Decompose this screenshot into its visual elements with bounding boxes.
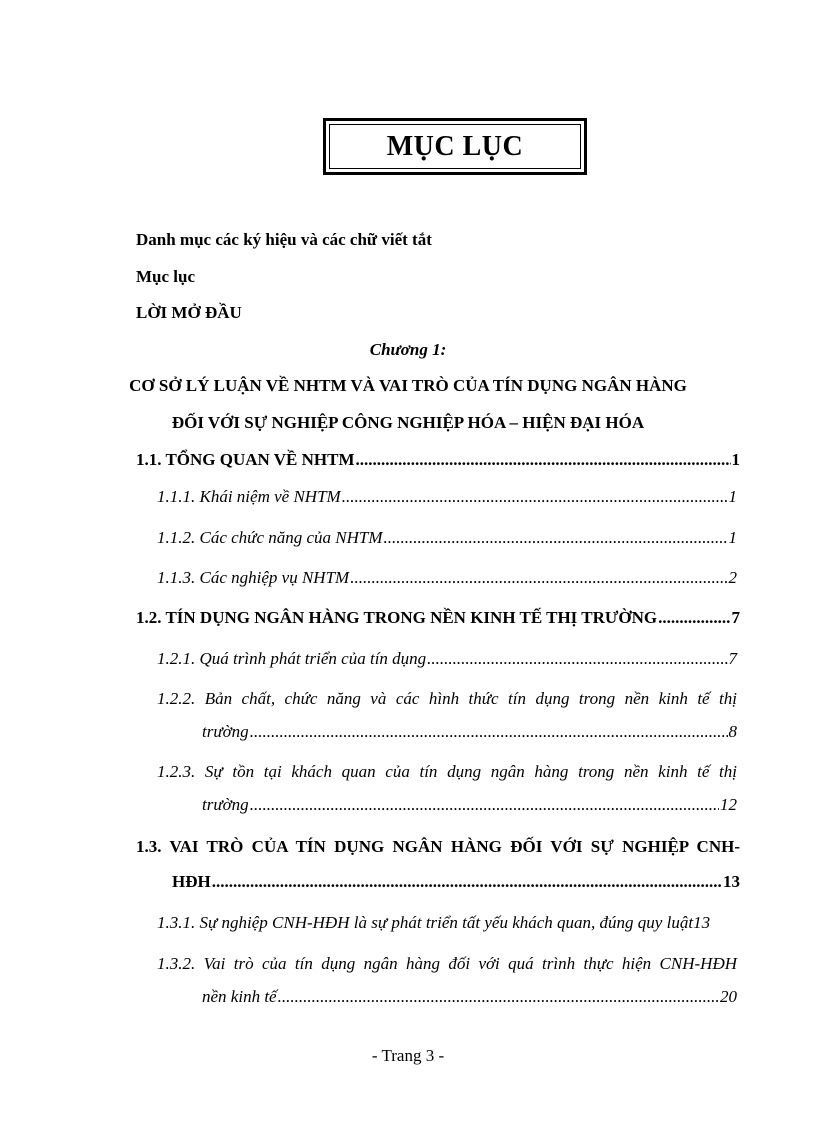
page-number: 8 — [728, 722, 737, 741]
toc-entry-1-1-1[interactable]: 1.1.1. Khái niệm về NHTM ..... 1 — [157, 486, 737, 508]
toc-entry-1-2-3-line1[interactable]: 1.2.3. Sự tồn tại khách quan của tín dụng ngân hàng trong nền kinh tế thị — [157, 762, 737, 781]
chapter-heading-line2: ĐỐI VỚI SỰ NGHIỆP CÔNG NGHIỆP HÓA – HIỆN ĐẠI HÓA — [171, 413, 645, 432]
front-matter-abbreviations: Danh mục các ký hiệu và các chữ viết tắt — [136, 230, 432, 249]
page-number: 7 — [728, 649, 737, 668]
toc-entry-1-1-3[interactable]: 1.1.3. Các nghiệp vụ NHTM ..... 2 — [157, 567, 737, 589]
toc-entry-1-3-2[interactable]: nền kinh tế ..... 20 — [202, 986, 737, 1008]
page-footer: - Trang 3 - — [371, 1046, 445, 1065]
toc-entry-1-3-line1[interactable]: 1.3. VAI TRÒ CỦA TÍN DỤNG NGÂN HÀNG ĐỐI VỚI SỰ NGHIỆP CNH- — [136, 837, 740, 856]
chapter-label: Chương 1: — [369, 340, 447, 359]
toc-entry-1-2-3[interactable]: trường ..... 12 — [202, 794, 737, 816]
front-matter-introduction: LỜI MỞ ĐẦU — [136, 303, 242, 322]
toc-entry-1-3[interactable]: HĐH ..... 13 — [172, 871, 740, 893]
toc-entry-1-2-2-line1[interactable]: 1.2.2. Bản chất, chức năng và các hình thức tín dụng trong nền kinh tế thị — [157, 689, 737, 708]
page-number: 13 — [723, 872, 740, 891]
page-number: 1 — [728, 487, 737, 506]
toc-entry-1-2-1[interactable]: 1.2.1. Quá trình phát triển của tín dụng ..... 7 — [157, 648, 737, 670]
toc-entry-1-3-1[interactable]: 1.3.1. Sự nghiệp CNH-HĐH là sự phát triển tất yếu khách quan, đúng quy luật13 — [157, 913, 711, 932]
page-number: 13 — [693, 913, 711, 932]
page-title: MỤC LỤC — [386, 130, 524, 162]
page-number: 20 — [720, 987, 737, 1006]
toc-entry-1-1-2[interactable]: 1.1.2. Các chức năng của NHTM ..... 1 — [157, 527, 737, 549]
title-box — [323, 118, 587, 175]
toc-entry-1-1[interactable]: 1.1. TỔNG QUAN VỀ NHTM ..... 1 — [136, 449, 740, 471]
page-number: 1 — [728, 528, 737, 547]
page-number: 7 — [731, 608, 740, 627]
toc-entry-1-2[interactable]: 1.2. TÍN DỤNG NGÂN HÀNG TRONG NỀN KINH TẾ THỊ TRƯỜNG ..... 7 — [136, 607, 740, 629]
chapter-heading-line1: CƠ SỞ LÝ LUẬN VỀ NHTM VÀ VAI TRÒ CỦA TÍN DỤNG NGÂN HÀNG — [129, 376, 687, 395]
front-matter-contents: Mục lục — [136, 267, 196, 286]
toc-entry-1-2-2[interactable]: trường ..... 8 — [202, 721, 737, 743]
toc-entry-1-3-2-line1[interactable]: 1.3.2. Vai trò của tín dụng ngân hàng đối với quá trình thực hiện CNH-HĐH — [157, 954, 737, 973]
page-number: 12 — [720, 795, 737, 814]
page-number: 2 — [728, 568, 737, 587]
page-number: 1 — [731, 450, 740, 469]
